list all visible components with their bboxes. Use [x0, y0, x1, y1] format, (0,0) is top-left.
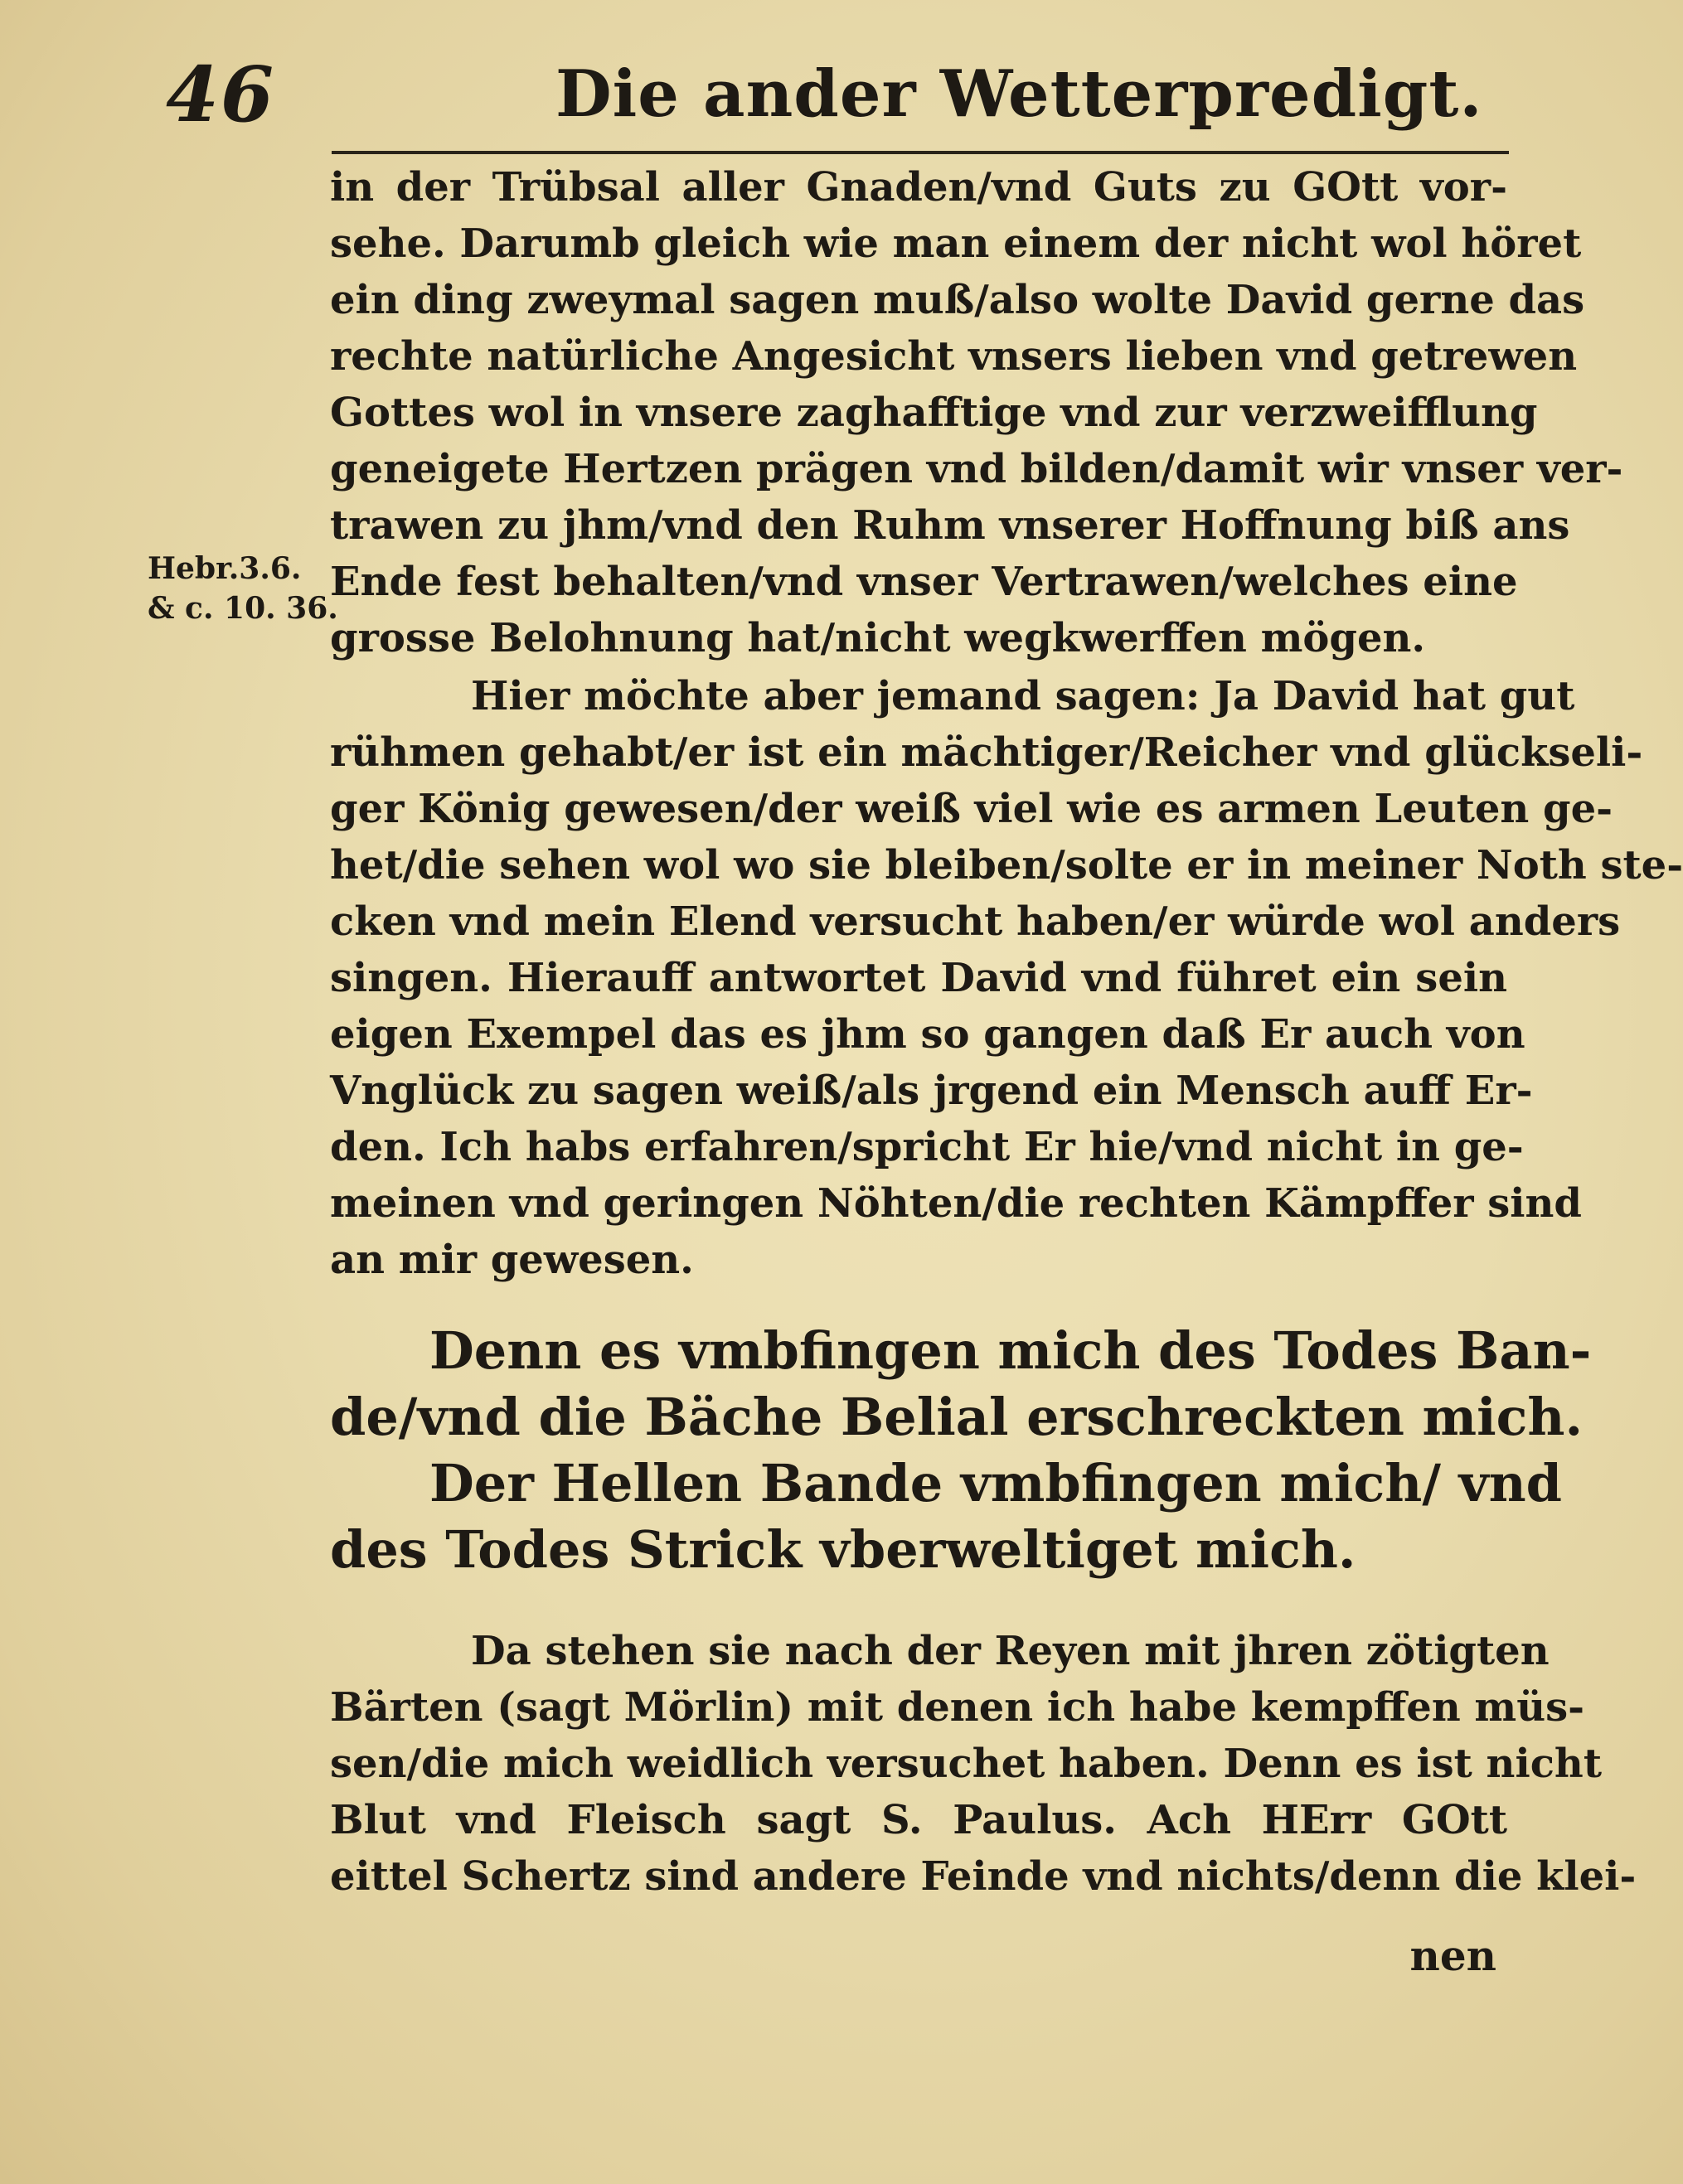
- text-line: het/die sehen wol wo sie bleiben/solte er in meiner Noth ste-: [330, 842, 1683, 889]
- paragraph-1: [330, 159, 1623, 666]
- text-line: ger König gewesen/der weiß viel wie es armen Leuten ge-: [330, 786, 1613, 832]
- text-line: Da stehen sie nach der Reyen mit jhren zötigten: [471, 1628, 1550, 1674]
- margin-note-line: Hebr.3.6.: [148, 551, 302, 586]
- header-rule: [332, 151, 1509, 154]
- text-line: ein ding zweymal sagen muß/also wolte David gerne das: [330, 277, 1585, 323]
- text-line: sehe. Darumb gleich wie man einem der nicht wol höret: [330, 220, 1582, 267]
- text-line: cken vnd mein Elend versucht haben/er würde wol anders: [330, 898, 1621, 945]
- text-line: geneigete Hertzen prägen vnd bilden/damit wir vnser ver-: [330, 446, 1623, 492]
- text-line: Vnglück zu sagen weiß/als jrgend ein Mensch auff Er-: [330, 1068, 1533, 1114]
- paragraph-3: [330, 1623, 1637, 1905]
- text-line: Bärten (sagt Mörlin) mit denen ich habe kempffen müs-: [330, 1684, 1585, 1731]
- verse-line: Denn es vmbfingen mich des Todes Ban-: [429, 1320, 1592, 1381]
- text-line: Hier möchte aber jemand sagen: Ja David hat gut: [471, 673, 1575, 719]
- text-line: grosse Belohnung hat/nicht wegkwerffen mögen.: [330, 615, 1426, 661]
- text-line: eigen Exempel das es jhm so gangen daß Er auch von: [330, 1011, 1525, 1058]
- text-line: sen/die mich weidlich versuchet haben. Denn es ist nicht: [330, 1741, 1602, 1787]
- text-line: an mir gewesen.: [330, 1237, 694, 1283]
- text-line: rechte natürliche Angesicht vnsers lieben vnd getrewen: [330, 333, 1578, 380]
- catchword: nen: [1409, 1931, 1496, 1980]
- text-line: singen. Hierauff antwortet David vnd führet ein sein: [330, 955, 1507, 1001]
- text-line: in der Trübsal aller Gnaden/vnd Guts zu GOtt vor-: [330, 164, 1507, 211]
- scripture-verse: [330, 1318, 1592, 1583]
- verse-line: des Todes Strick vberweltiget mich.: [330, 1519, 1356, 1580]
- page-number: 46: [166, 50, 276, 139]
- text-line: den. Ich habs erfahren/spricht Er hie/vnd nicht in ge-: [330, 1124, 1524, 1170]
- text-line: trawen zu jhm/vnd den Ruhm vnserer Hoffnung biß ans: [330, 502, 1570, 549]
- verse-line: Der Hellen Bande vmbfingen mich/ vnd: [429, 1453, 1562, 1513]
- text-line: meinen vnd geringen Nöhten/die rechten Kämpffer sind: [330, 1180, 1582, 1227]
- text-line: Gottes wol in vnsere zaghafftige vnd zur verzweifflung: [330, 390, 1538, 436]
- text-line: eittel Schertz sind andere Feinde vnd nichts/denn die klei-: [330, 1853, 1637, 1900]
- margin-note-line: & c. 10. 36.: [148, 591, 338, 626]
- running-title: Die ander Wetterpredigt.: [555, 56, 1483, 132]
- text-line: rühmen gehabt/er ist ein mächtiger/Reicher vnd glückseli-: [330, 729, 1643, 776]
- text-line: Ende fest behalten/vnd vnser Vertrawen/welches eine: [330, 559, 1518, 605]
- verse-line: de/vnd die Bäche Belial erschreckten mich.: [330, 1387, 1584, 1447]
- text-line: Blut vnd Fleisch sagt S. Paulus. Ach HErr GOtt: [330, 1797, 1507, 1843]
- paragraph-2: [330, 668, 1683, 1288]
- margin-note: [148, 549, 338, 628]
- running-head: [158, 50, 1517, 141]
